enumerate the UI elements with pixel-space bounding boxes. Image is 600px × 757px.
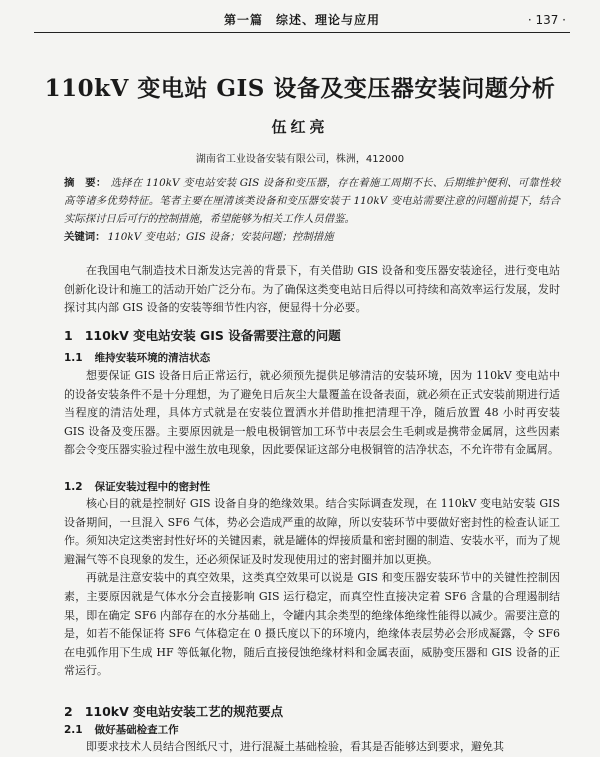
keywords-text: 110kV 变电站；GIS 设备；安装问题；控制措施 [107,231,334,243]
section-2-1-heading [64,722,179,737]
section-1-2-paragraph-1: 核心目的就是控制好 GIS 设备自身的绝缘效果。结合实际调查发现，在 110kV 变电站安装 GIS 设备期间，一旦混入 SF6 气体，势必会造成严重的故障，所以安装环节中要做好密封性的检查认证工作。须知决定这类密封性好坏的关键因素，就是罐体的焊接质量和密封圈的制造、安装水平，而为了规避漏气等不良现象的发生，还必须保证及时发现使用过的密封圈并加以更换。 [64,497,560,566]
section-1-2-paragraph-2: 再就是注意安装中的真空效果，这类真空效果可以说是 GIS 和变压器安装环节中的关键性控制因素，主要原因就是气体水分会直接影响 GIS 运行稳定，而真空性直接决定着 SF6 含量的合理遏制结果，即在确定 SF6 内部存在的水分基础上，令罐内其余类型的绝缘体绝缘性能得以减少。需要注意的是，如若不能保证将 SF6 气体稳定在 0 摄氏度以下的环境内，绝缘体表层势必会形成凝露，令 SF6 在电弧作用下生成 HF 等低氟化物，随后直接侵蚀绝缘材料和金属表面，威胁变压器和 GIS 设备的正常运行。 [64,571,560,678]
section-1-title: 110kV 变电站安装 GIS 设备需要注意的问题 [84,328,341,343]
paper-title: 110kV 变电站 GIS 设备及变压器安装问题分析 [44,75,556,102]
section-1-1-title: 维持安装环境的清洁状态 [94,352,211,364]
keywords-label: 关键词： [64,231,106,243]
abstract-label: 摘 要： [64,177,107,189]
section-2-1-body [64,738,560,757]
header-section-title: 第一篇 综述、理论与应用 [224,13,381,27]
section-2-heading [64,702,283,720]
keywords [64,228,560,246]
section-1-1-body [64,367,560,460]
running-header [34,8,570,33]
section-1-2-heading [64,479,210,494]
section-2-1-number: 2.1 [64,724,83,736]
page-number: · 137 · [527,13,566,27]
section-1-2-number: 1.2 [64,481,83,493]
section-1-1-heading [64,350,210,365]
section-1-2-title: 保证安装过程中的密封性 [94,481,211,493]
abstract [64,174,560,228]
section-2-title: 110kV 变电站安装工艺的规范要点 [84,704,284,719]
abstract-text: 选择在 110kV 变电站安装 GIS 设备和变压器，存在着施工周期不长、后期维护便利、可靠性较高等诸多优势特征。笔者主要在厘清该类设备和变压器安装于 110kV 变电站需要注意的问题前提下，结合实际探讨日后可行的控制措施，希望能够为相关工作人员借鉴。 [64,177,560,225]
section-1-heading [64,326,341,344]
intro-paragraph-block [64,262,560,318]
section-1-2-body [64,495,560,681]
author-affiliation: 湖南省工业设备安装有限公司，株洲，412000 [195,154,405,165]
intro-paragraph: 在我国电气制造技术日渐发达完善的背景下，有关借助 GIS 设备和变压器安装途径，进行变电站创新化设计和施工的活动开始广泛分布。为了确保这类变电站日后得以可持续和高效率运行发展，发时探讨其内部 GIS 设备的安装等细节性内容，便显得十分必要。 [64,264,560,315]
section-2-1-title: 做好基础检查工作 [94,724,179,736]
section-2-1-paragraph: 即要求技术人员结合图纸尺寸，进行混凝土基础检验，看其是否能够达到要求，避免其 [86,740,504,753]
section-1-number: 1 [64,328,73,343]
section-2-number: 2 [64,704,73,719]
section-1-1-number: 1.1 [64,352,83,364]
author-name: 伍红亮 [271,118,329,136]
section-1-1-paragraph: 想要保证 GIS 设备日后正常运行，就必须预先提供足够清洁的安装环境，因为 110kV 变电站中的设备安装条件不是十分理想，为了避免日后灰尘大量覆盖在设备表面，就必须在正式安装前期进行适当程度的清洁处理，具体方式就是在安装位置洒水并借助推把清理干净，随后放置 48 小时再安装 GIS 设备及变压器。主要原因就是一般电极铜管加工环节中表层会生毛刺或是携带金属屑，这些因素都会令变压器实验过程中滋生放电现象，因此要保证这部分电极铜管的洁净状态，不允许带有金属屑。 [64,369,560,457]
